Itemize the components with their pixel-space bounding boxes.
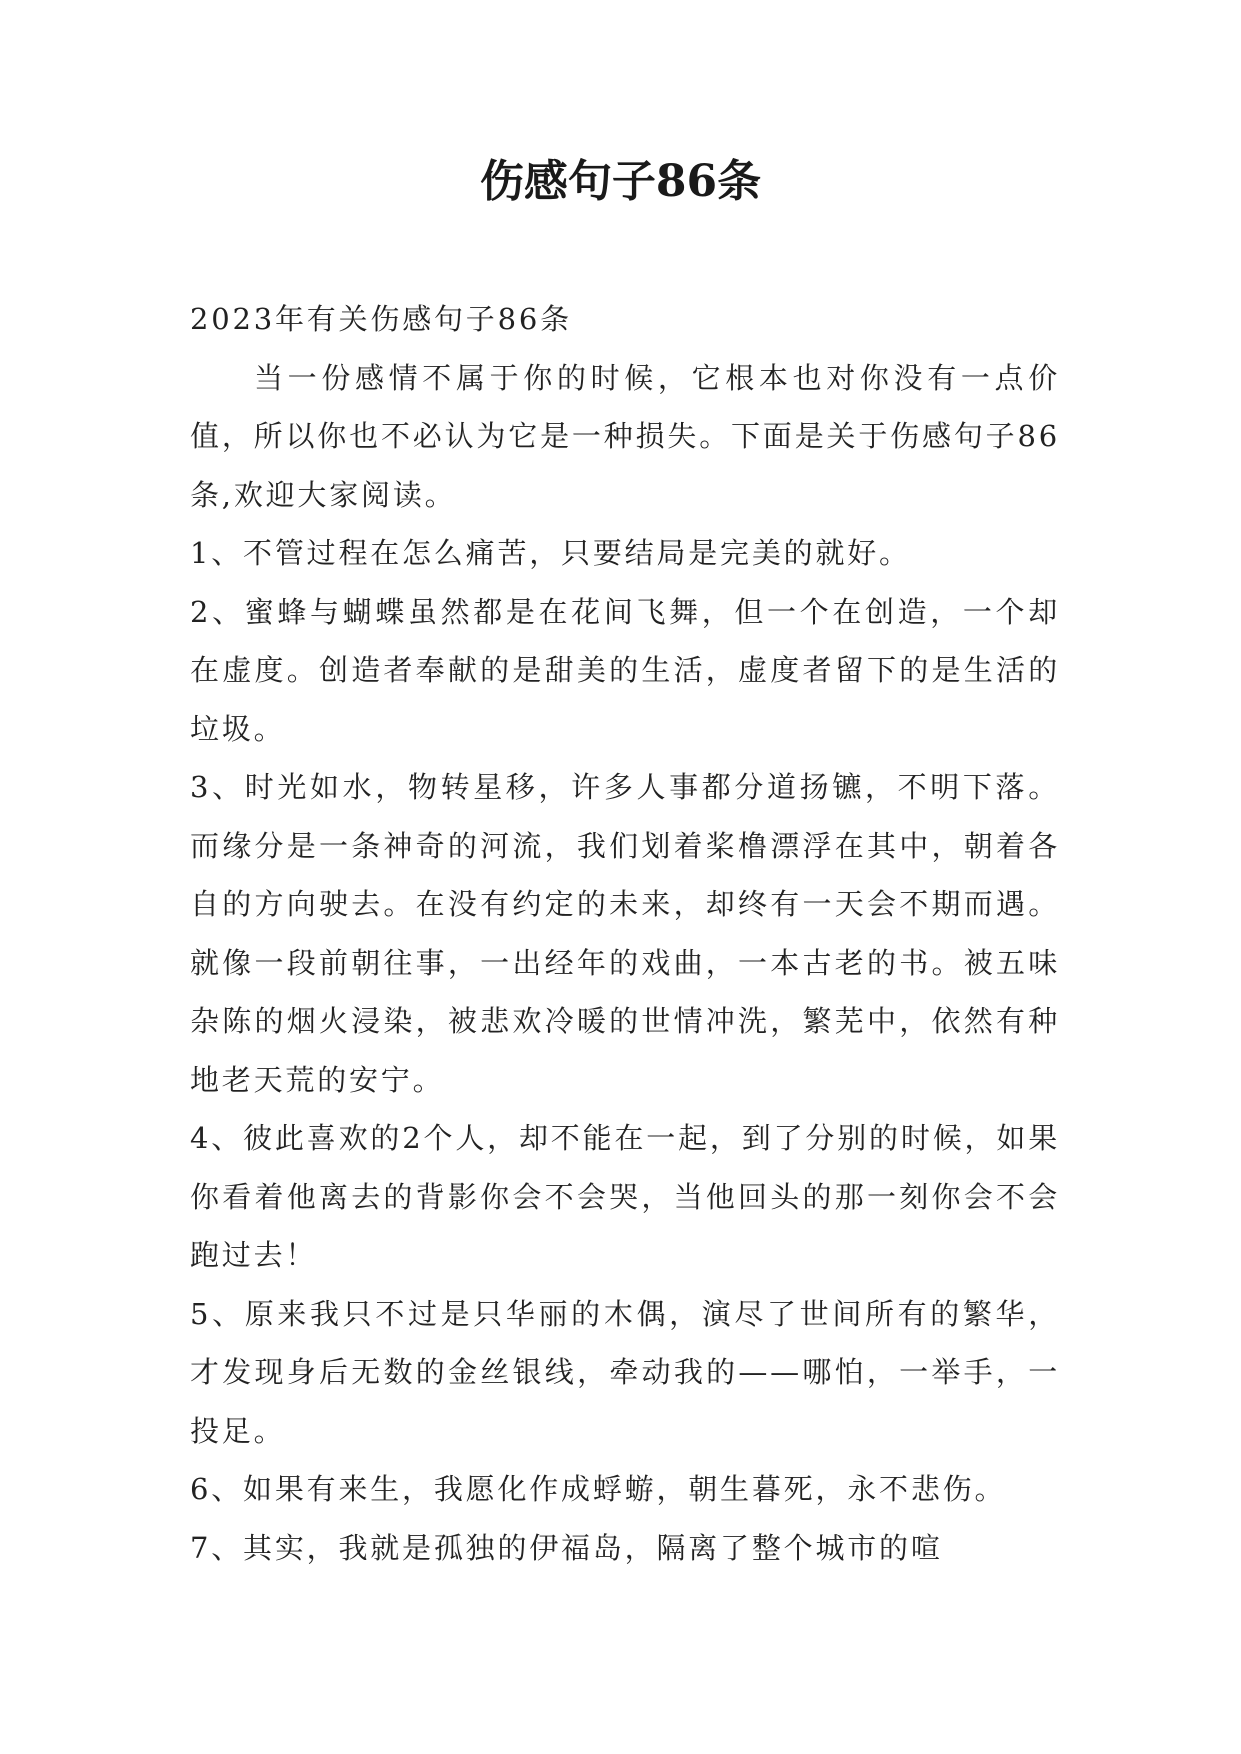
list-item: 2、蜜蜂与蝴蝶虽然都是在花间飞舞，但一个在创造，一个却在虚度。创造者奉献的是甜美的生活，虚度者留下的是生活的垃圾。	[190, 594, 1060, 746]
list-item: 4、彼此喜欢的2个人，却不能在一起，到了分别的时候，如果你看着他离去的背影你会不会哭，当他回头的那一刻你会不会跑过去！	[190, 1121, 1060, 1272]
document-subtitle: 2023年有关伤感句子86条	[190, 302, 572, 336]
document-title: 伤感句子86条	[479, 156, 762, 207]
list-item: 3、时光如水，物转星移，许多人事都分道扬镳，不明下落。而缘分是一条神奇的河流，我们划着桨橹漂浮在其中，朝着各自的方向驶去。在没有约定的未来，却终有一天会不期而遇。就像一段前朝往事，一出经年的戏曲，一本古老的书。被五味杂陈的烟火浸染，被悲欢冷暖的世情冲洗，繁芜中，依然有种地老天荒的安宁。	[190, 770, 1060, 1097]
document-body	[190, 290, 1060, 1577]
list-item: 5、原来我只不过是只华丽的木偶，演尽了世间所有的繁华，才发现身后无数的金丝银线，牵动我的——哪怕，一举手，一投足。	[190, 1296, 1060, 1448]
list-item: 7、其实，我就是孤独的伊福岛，隔离了整个城市的喧	[190, 1530, 943, 1565]
intro-paragraph: 当一份感情不属于你的时候，它根本也对你没有一点价值，所以你也不必认为它是一种损失。下面是关于伤感句子86条,欢迎大家阅读。	[190, 360, 1060, 512]
list-item: 6、如果有来生，我愿化作成蜉蝣，朝生暮死，永不悲伤。	[190, 1472, 1007, 1506]
list-item: 1、不管过程在怎么痛苦，只要结局是完美的就好。	[190, 536, 911, 570]
